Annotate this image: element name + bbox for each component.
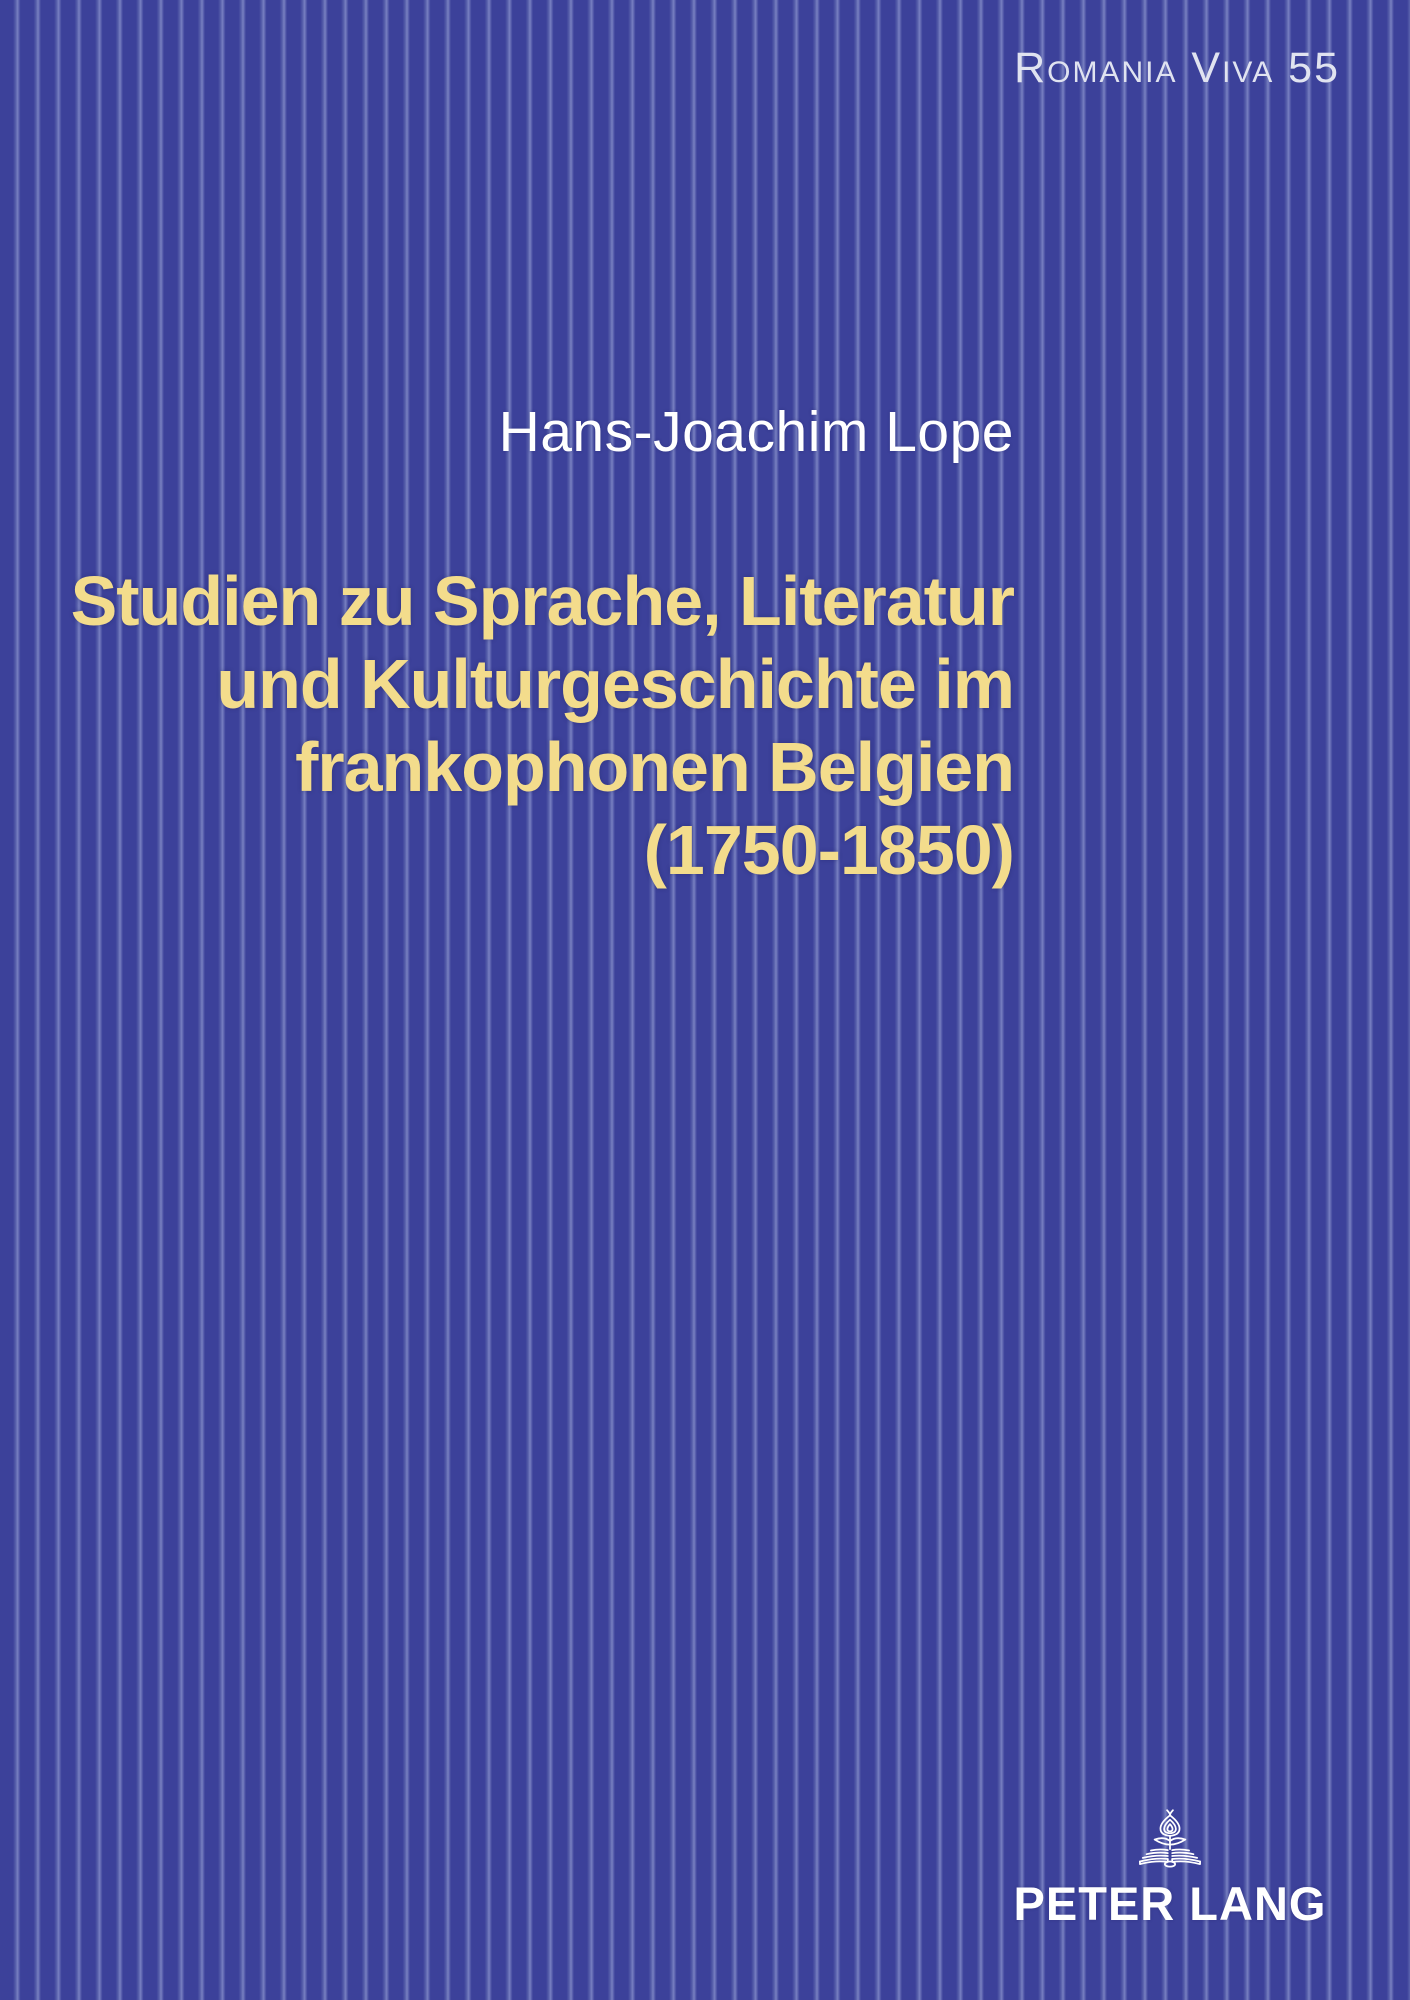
series-label: Romania Viva 55 (1014, 44, 1340, 92)
title-line: Studien zu Sprache, Literatur (70, 562, 1014, 640)
publisher-logo (1013, 1808, 1327, 1930)
title-line: und Kulturgeschichte im (216, 645, 1014, 723)
title-line: (1750-1850) (643, 811, 1014, 889)
title-line: frankophonen Belgien (295, 728, 1014, 806)
book-title (71, 560, 1014, 892)
publisher-wordmark: PETER LANG (1013, 1877, 1327, 1930)
peter-lang-tulip-book-icon (1133, 1808, 1207, 1874)
author-name: Hans-Joachim Lope (498, 400, 1014, 464)
